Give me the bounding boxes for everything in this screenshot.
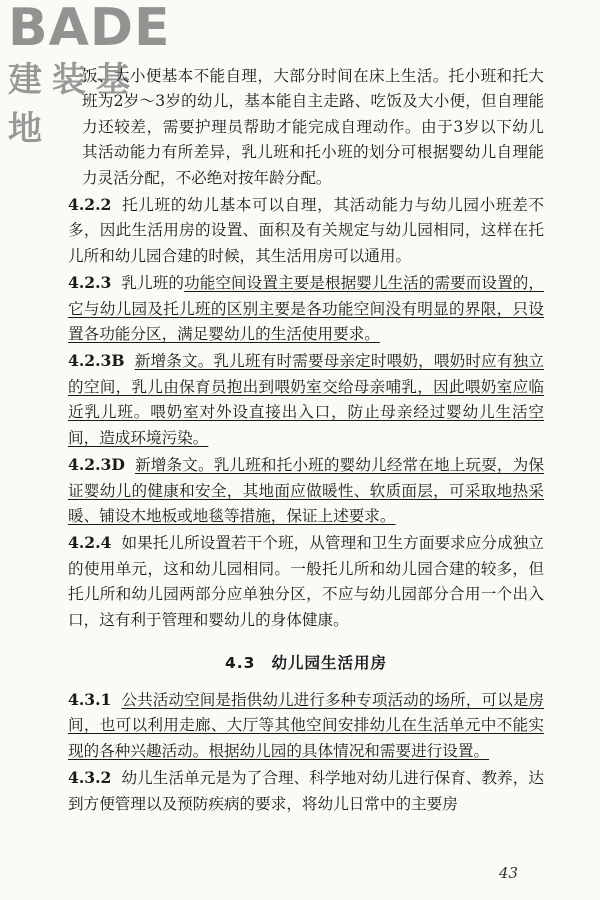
- clause-text: 如果托儿所设置若干个班，从管理和卫生方面要求应分成独立的使用单元，这和幼儿园相同。一般托儿所和幼儿园合建的较多，但托儿所和幼儿园两部分应单独分区，不应与幼儿园部分合用一个出入口，这有利于管理和婴幼儿的身体健康。: [68, 534, 544, 629]
- paragraph-continued: 饭、大小便基本不能自理，大部分时间在床上生活。托小班和托大班为2岁～3岁的幼儿，基本能自主走路、吃饭及大小便，但自理能力还较差，需要护理员帮助才能完成自理动作。由于3岁以下幼儿其活动能力有所差异，乳儿班和托小班的划分可根据婴幼儿自理能力灵活分配，不必绝对按年龄分配。: [82, 67, 544, 187]
- paragraph-4-2-2: [68, 192, 544, 269]
- clause-number: 4.2.3: [68, 273, 112, 293]
- clause-number: 4.2.3D: [68, 455, 125, 475]
- section-number: 4.3: [225, 653, 256, 672]
- paragraph-4-2-3b: [68, 348, 544, 451]
- clause-text: 托儿班的幼儿基本可以自理，其活动能力与幼儿园小班差不多，因此生活用房的设置、面积及有关规定与幼儿园相同，这样在托儿所和幼儿园合建的时候，其生活用房可以通用。: [68, 196, 544, 265]
- logo-latin-text: BADE: [8, 0, 171, 58]
- clause-text: 乳儿班的: [121, 274, 185, 293]
- paragraph-4-3-1: [68, 687, 544, 764]
- clause-number: 4.2.3B: [68, 351, 125, 371]
- page-number: 43: [498, 864, 518, 882]
- paragraph-4-3-2: [68, 765, 544, 817]
- paragraph-4-2-4: [68, 530, 544, 633]
- clause-text-underlined: 新增条文。乳儿班和托小班的婴幼儿经常在地上玩耍，为保证婴幼儿的健康和安全，其地面应做暖性、软质面层，可采取地热采暖、铺设木地板或地毯等措施，保证上述要求。: [68, 456, 544, 525]
- logo-chinese-text: 建装基地: [8, 60, 140, 149]
- clause-text-underlined: 新增条文。乳儿班有时需要母亲定时喂奶，喂奶时应有独立的空间，乳儿由保育员抱出到喂奶室交给母亲哺乳，因此喂奶室应临近乳儿班。喂奶室对外设直接出入口，防止母亲经过婴幼儿生活空间，造成环境污染。: [68, 352, 544, 447]
- clause-number: 4.2.2: [68, 195, 112, 215]
- paragraph-4-2-3d: [68, 452, 544, 529]
- clause-number: 4.2.4: [68, 533, 112, 553]
- clause-text: 幼儿生活单元是为了合理、科学地对幼儿进行保育、教养，达到方便管理以及预防疾病的要求，将幼儿日常中的主要房: [68, 769, 544, 813]
- section-title: 幼儿园生活用房: [271, 653, 387, 672]
- page-content: [68, 64, 544, 817]
- paragraph-4-2-3: [68, 270, 544, 347]
- clause-text-underlined: 公共活动空间是指供幼儿进行多种专项活动的场所，可以是房间，也可以利用走廊、大厅等其他空间安排幼儿在生活单元中不能实现的各种兴趣活动。根据幼儿园的具体情况和需要进行设置。: [68, 690, 544, 760]
- clause-number: 4.3.1: [68, 689, 112, 709]
- clause-number: 4.3.2: [68, 768, 112, 788]
- section-heading-4-3: [68, 651, 544, 673]
- clause-text-underlined: 功能空间设置主要是根据婴儿生活的需要而设置的，它与幼儿园及托儿班的区别主要是各功能空间没有明显的界限，只设置各功能分区，满足婴幼儿的生活使用要求。: [68, 274, 544, 344]
